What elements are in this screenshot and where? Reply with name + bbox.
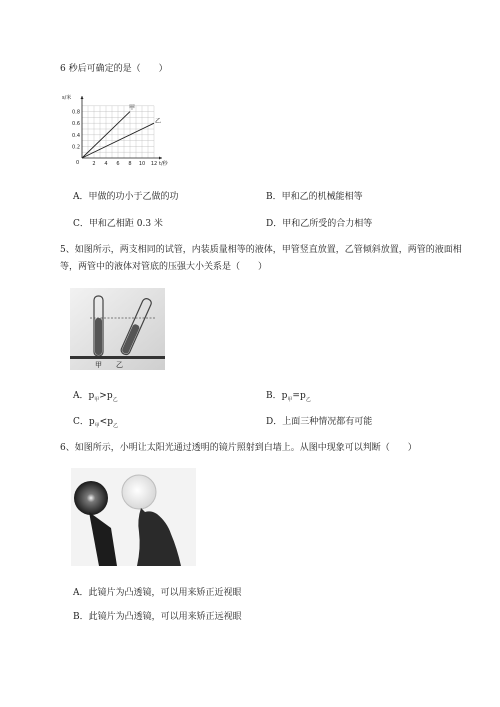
lens-photo-figure [71,468,196,566]
q5-option-a-sub2: 乙 [112,396,118,403]
x-axis-label: t/秒 [159,161,168,167]
q5-option-a[interactable] [73,390,118,406]
test-tubes-figure [70,288,165,370]
q6-stem: 6、如图所示，小明让太阳光通过透明的镜片照射到白墙上。从图中现象可以判断（ ） [60,443,417,453]
x-tick-label: 2 [92,161,96,167]
label-yi: 乙 [116,361,123,369]
q5-option-b-mid: =p [292,391,306,401]
q5-option-b-sub2: 乙 [305,396,311,403]
x-tick-label: 12 [150,161,158,167]
q5-option-b-text: B．p [266,391,288,401]
y-tick-label: 0.4 [72,132,80,139]
q5-option-d[interactable]: D．上面三种情况都有可能 [266,417,373,427]
option-c[interactable]: C．甲和乙相距 0.3 米 [73,219,163,229]
y-tick-label: 0.2 [72,144,80,151]
x-axis-arrow [159,157,162,160]
q5-option-c[interactable] [73,416,118,432]
y-tick-label: 0.6 [72,121,80,128]
q5-stem-line1: 5、如图所示，两支相同的试管，内装质量相等的液体，甲管竖直放置，乙管倾斜放置，两管的液面相 [60,245,462,255]
y-axis-label: s/米 [62,95,72,101]
series-label-yi: 乙 [155,118,162,126]
question-stem: 6 秒后可确定的是（ ） [60,64,168,74]
y-tick-label: 0.8 [72,109,80,116]
q6-option-a[interactable]: A．此镜片为凸透镜，可以用来矫正近视眼 [73,588,242,598]
distance-time-chart [60,92,175,170]
q5-option-c-mid: <p [99,417,113,427]
lens [122,475,156,509]
option-d[interactable]: D．甲和乙所受的合力相等 [266,219,373,229]
q5-option-c-sub2: 乙 [112,422,118,429]
tube-jia-liquid [95,318,102,355]
option-a[interactable]: A．甲做的功小于乙做的功 [73,192,179,202]
q5-option-c-text: C．p [73,417,95,427]
series-label-jia: 甲 [129,104,136,112]
x-tick-label: 8 [128,161,132,167]
option-b[interactable]: B．甲和乙的机械能相等 [266,192,363,202]
q6-option-b[interactable]: B．此镜片为凸透镜，可以用来矫正远视眼 [73,612,242,622]
q5-option-a-mid: >p [99,391,113,401]
shadow-spot [74,481,108,515]
q5-option-a-text: A．p [73,391,95,401]
label-jia: 甲 [95,361,102,369]
y-axis-arrow [81,96,84,99]
q5-option-a-sub1: 甲 [94,396,100,403]
q5-option-b-sub1: 甲 [287,396,293,403]
stand-base [70,356,165,359]
x-tick-label: 10 [138,161,146,167]
x-tick-label: 4 [104,161,108,167]
q5-option-c-sub1: 甲 [94,422,100,429]
x-tick-label: 6 [116,161,120,167]
x-tick-label: 0 [76,160,80,166]
q5-option-b[interactable] [266,390,311,406]
q5-stem-line2: 等，两管中的液体对管底的压强大小关系是（ ） [60,262,268,272]
